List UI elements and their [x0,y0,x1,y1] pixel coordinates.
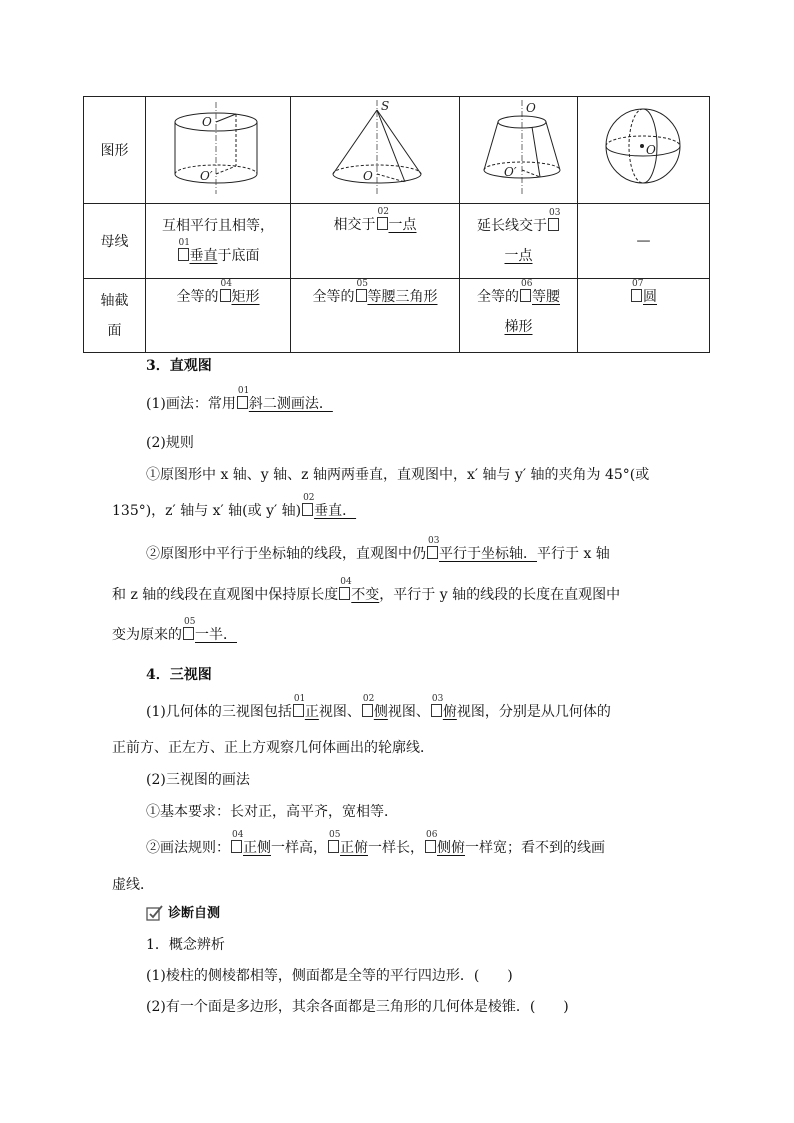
blank-marker: 01 [237,396,248,409]
frustum-generatrix: 延长线交于 03 一点 [460,204,578,279]
s4-paragraph-4-line-2: 虚线． [112,877,154,893]
blank-marker: 06 [520,289,531,302]
blank-marker: 07 [631,289,642,302]
blank-marker: 04 [220,289,231,302]
row-label-generatrix: 母线 [84,204,146,279]
s3-paragraph-2: (2)规则 [146,435,194,451]
blank-marker: 06 [425,840,436,853]
cone-figure [291,97,460,204]
frustum-figure [460,97,578,204]
s4-paragraph-1-line-1: (1)几何体的三视图包括 01 正视图、 02 侧视图、 03 俯视图，分别是从几何体的 [146,694,611,720]
checkbox-pencil-icon [146,904,164,922]
s3-paragraph-4-line-3: 变为原来的 05 一半． [112,617,237,643]
blank-marker: 05 [183,627,194,640]
blank-marker: 03 [548,218,559,231]
svg-text:O: O [363,169,373,183]
blank-marker: 03 [427,546,438,559]
diagnostic-heading-1: 1．概念辨析 [146,937,225,953]
cone-axial: 全等的 05 等腰三角形 [291,279,460,353]
frustum-axial: 全等的 06 等腰 梯形 [460,279,578,353]
svg-text:O: O [646,143,656,157]
svg-text:O: O [526,101,536,115]
cylinder-generatrix: 互相平行且相等， 01 垂直于底面 [146,204,291,279]
s3-paragraph-3-line-2: 135°)，z′ 轴与 x′ 轴(或 y′ 轴) 02 垂直． [112,493,357,519]
s3-paragraph-3-line-1: ①原图形中 x 轴、y 轴、z 轴两两垂直，直观图中，x′ 轴与 y′ 轴的夹角为 45°(或 [146,467,650,483]
cylinder-figure [146,97,291,204]
blank-marker: 01 [178,248,189,261]
blank-marker: 02 [377,217,388,230]
cone-generatrix: 相交于 02 一点 [291,204,460,279]
s4-paragraph-1-line-2: 正前方、正左方、正上方观察几何体画出的轮廓线． [112,740,434,756]
question-2: (2)有一个面是多边形，其余各面都是三角形的几何体是棱锥．( ) [146,999,569,1015]
diagnostic-title: 诊断自测 [168,906,221,921]
s4-paragraph-3: ①基本要求：长对正，高平齐，宽相等． [146,804,398,820]
section-3-heading: 3．直观图 [146,358,212,374]
svg-text:O′: O′ [200,169,213,183]
section-4-heading: 4．三视图 [146,667,212,683]
cylinder-axial: 全等的 04 矩形 [146,279,291,353]
s3-paragraph-1: (1)画法：常用 01 斜二测画法． [146,386,333,412]
s4-paragraph-4-line-1: ②画法规则： 04 正侧一样高， 05 正俯一样长， 06 侧俯一样宽；看不到的线画 [146,830,605,856]
blank-marker: 05 [328,840,339,853]
blank-marker: 01 [293,704,304,717]
sphere-figure [578,97,710,204]
blank-marker: 05 [356,289,367,302]
s3-paragraph-4-line-2: 和 z 轴的线段在直观图中保持原长度 04 不变，平行于 y 轴的线段的长度在直观图中 [112,577,621,603]
blank-marker: 04 [339,587,350,600]
row-label-figure: 图形 [84,97,146,204]
s3-paragraph-4-line-1: ②原图形中平行于坐标轴的线段，直观图中仍 03 平行于坐标轴．平行于 x 轴 [146,536,610,562]
solids-table [83,96,710,353]
sphere-generatrix: — [578,204,710,279]
svg-text:O′: O′ [504,165,517,179]
blank-marker: 02 [362,704,373,717]
svg-text:S: S [381,99,390,113]
svg-text:O: O [202,115,212,129]
blank-marker: 03 [431,704,442,717]
question-1: (1)棱柱的侧棱都相等，侧面都是全等的平行四边形．( ) [146,968,513,984]
s4-paragraph-2: (2)三视图的画法 [146,772,250,788]
sphere-axial: 07 圆 [578,279,710,353]
blank-marker: 02 [302,503,313,516]
row-label-axial-section: 轴截 面 [84,279,146,353]
blank-marker: 04 [231,840,242,853]
